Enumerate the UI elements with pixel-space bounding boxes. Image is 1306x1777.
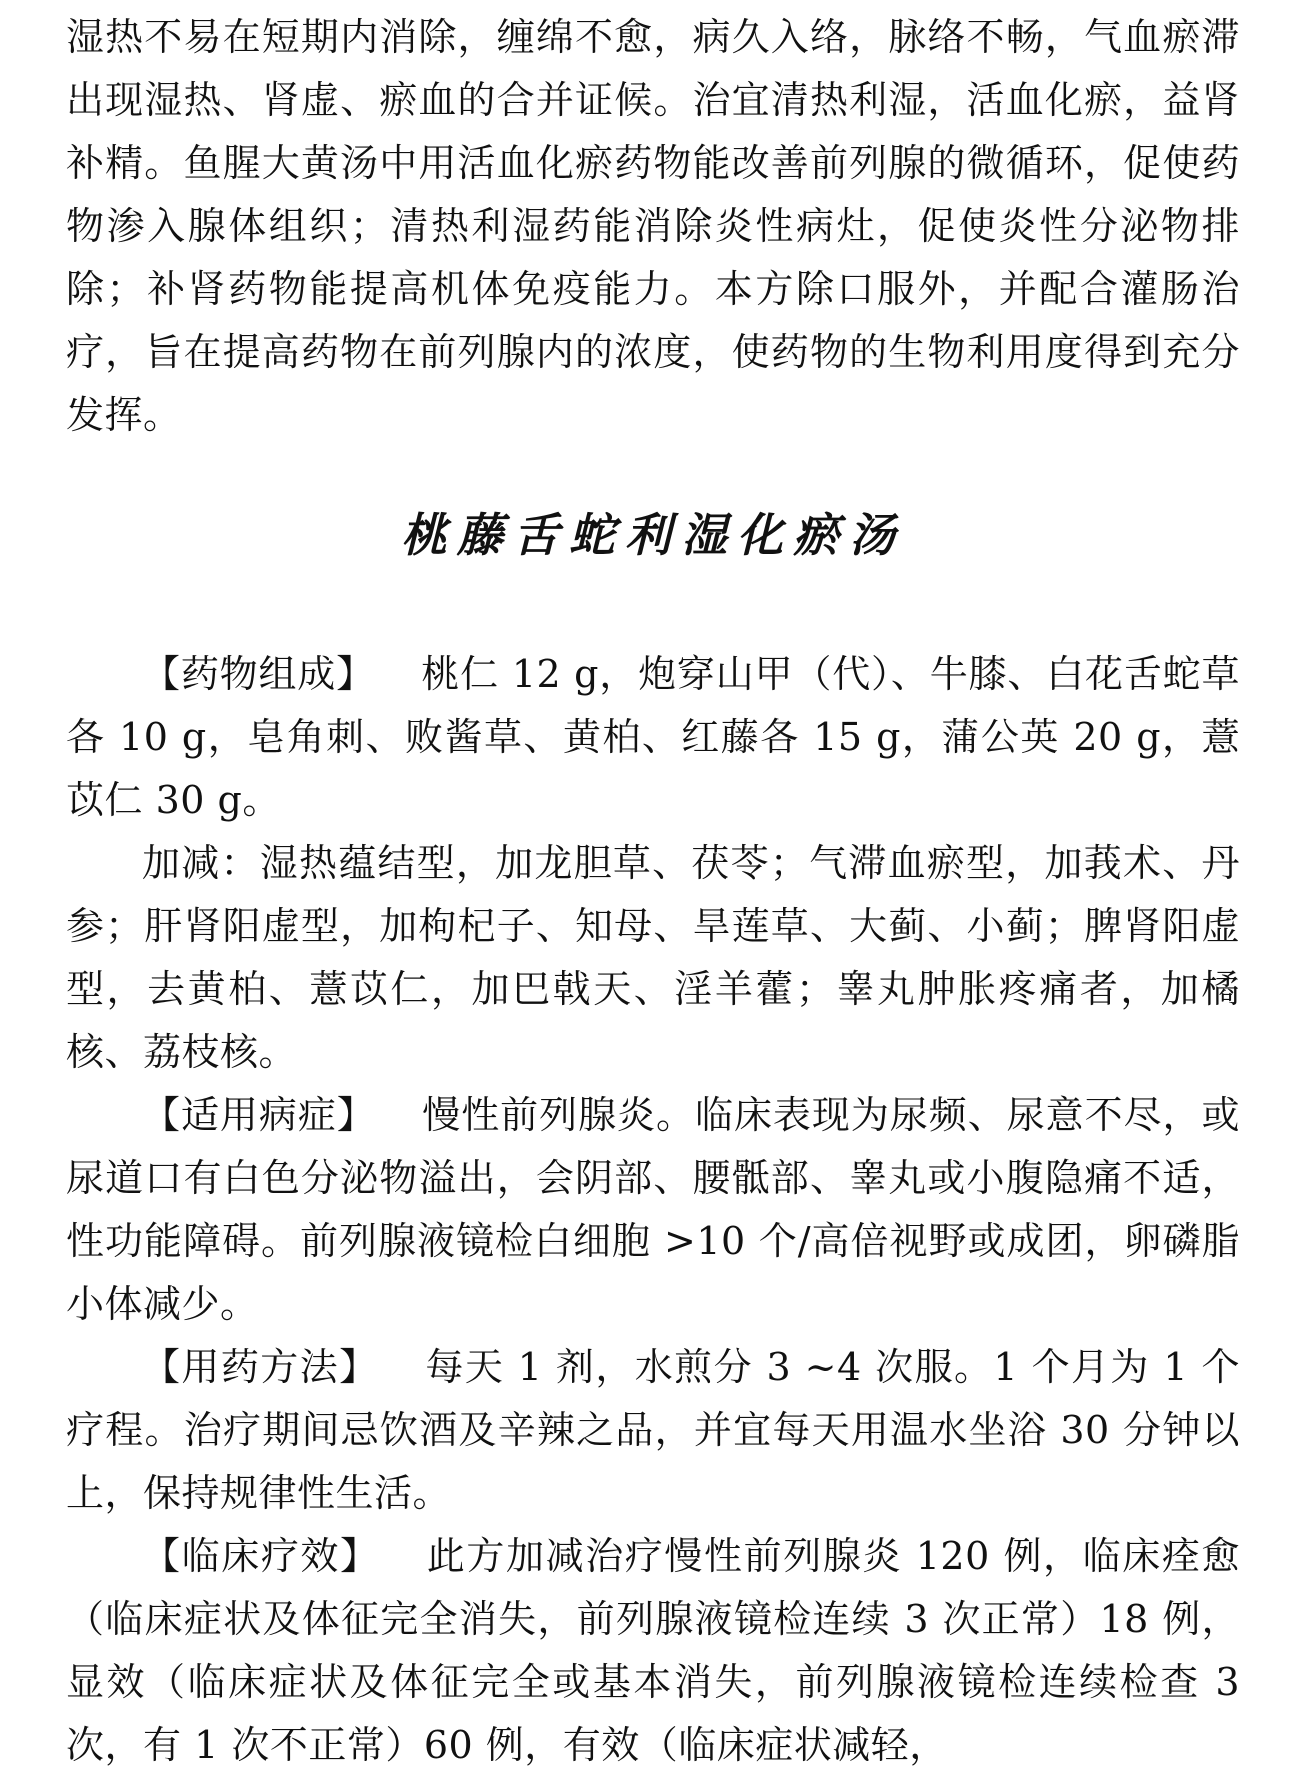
formula-title: 桃藤舌蛇利湿化瘀汤 (401, 508, 905, 562)
indication-label: 【适用病症】 (142, 1093, 376, 1137)
composition-label: 【药物组成】 (142, 652, 375, 696)
intro-text-block (66, 6, 1240, 447)
indication-paragraph (66, 1084, 1240, 1336)
composition-text: 桃仁 12 g，炮穿山甲（代）、牛膝、白花舌蛇草各 10 g，皂角刺、败酱草、黄柏、红藤各 15 g，蒲公英 20 g，薏苡仁 30 g。 (66, 652, 1240, 822)
usage-text: 每天 1 剂，水煎分 3 ~4 次服。1 个月为 1 个疗程。治疗期间忌饮酒及辛辣之品，并宜每天用温水坐浴 30 分钟以上，保持规律性生活。 (66, 1345, 1240, 1515)
formula-body (66, 643, 1240, 1777)
efficacy-label: 【临床疗效】 (142, 1534, 380, 1578)
composition-paragraph (66, 643, 1240, 832)
usage-paragraph (66, 1336, 1240, 1525)
modification-text: 加减：湿热蕴结型，加龙胆草、茯苓；气滞血瘀型，加莪术、丹参；肝肾阳虚型，加枸杞子、知母、旱莲草、大蓟、小蓟；脾肾阳虚型，去黄柏、薏苡仁，加巴戟天、淫羊藿；睾丸肿胀疼痛者，加橘核、荔枝核。 (66, 841, 1240, 1074)
usage-label: 【用药方法】 (142, 1345, 379, 1389)
intro-paragraph: 湿热不易在短期内消除，缠绵不愈，病久入络，脉络不畅，气血瘀滞出现湿热、肾虚、瘀血的合并证候。治宜清热利湿，活血化瘀，益肾补精。鱼腥大黄汤中用活血化瘀药物能改善前列腺的微循环，促使药物渗入腺体组织；清热利湿药能消除炎性病灶，促使炎性分泌物排除；补肾药物能提高机体免疫能力。本方除口服外，并配合灌肠治疗，旨在提高药物在前列腺内的浓度，使药物的生物利用度得到充分发挥。 (66, 15, 1240, 437)
indication-text: 慢性前列腺炎。临床表现为尿频、尿意不尽，或尿道口有白色分泌物溢出，会阴部、腰骶部、睾丸或小腹隐痛不适，性功能障碍。前列腺液镜检白细胞 >10 个/高倍视野或成团，卵磷脂小体减少。 (66, 1093, 1240, 1326)
efficacy-paragraph (66, 1525, 1240, 1777)
efficacy-text: 此方加减治疗慢性前列腺炎 120 例，临床痊愈（临床症状及体征完全消失，前列腺液镜检连续 3 次正常）18 例，显效（临床症状及体征完全或基本消失，前列腺液镜检连续检查 3 次，有 1 次不正常）60 例，有效（临床症状减轻， (66, 1534, 1240, 1767)
modification-paragraph (66, 832, 1240, 1084)
